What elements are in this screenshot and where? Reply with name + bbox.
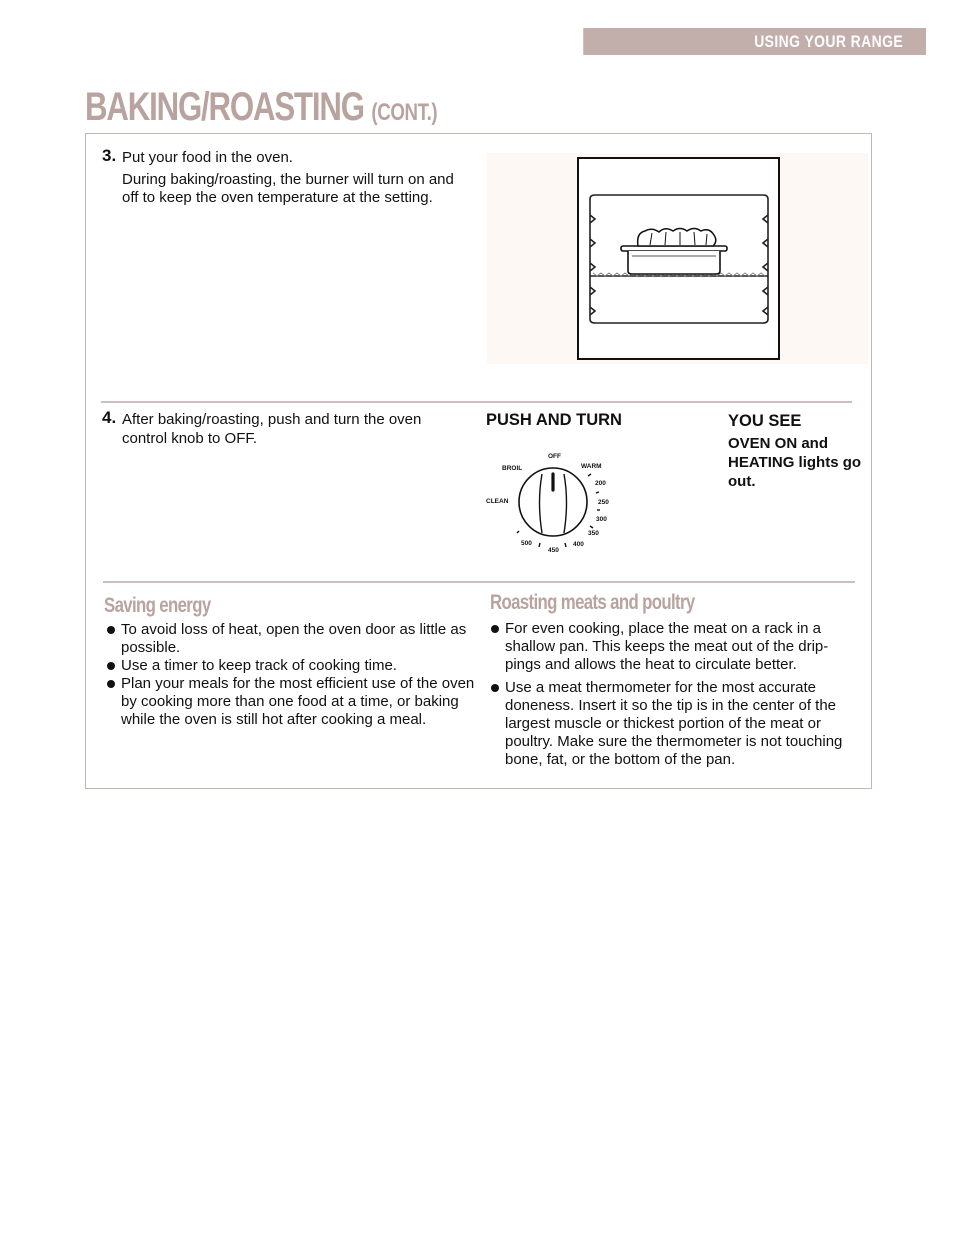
knob-label-clean: CLEAN xyxy=(486,498,509,505)
list-item: Use a meat thermometer for the most accurate doneness. Insert it so the tip is in the center of the largest muscle or thickest portion of the meat or poultry. Make sure the thermometer is not touching bone, fat, or the bottom of the pan. xyxy=(488,679,866,769)
knob-label-450: 450 xyxy=(548,547,559,554)
roasting-list xyxy=(488,620,866,769)
push-and-turn-label: PUSH AND TURN xyxy=(486,411,622,429)
knob-label-250: 250 xyxy=(598,499,609,506)
knob-label-300: 300 xyxy=(596,516,607,523)
step-4-number: 4. xyxy=(102,408,117,427)
step-4 xyxy=(102,408,457,448)
saving-energy-heading: Saving energy xyxy=(104,594,211,617)
roasting-heading: Roasting meats and poultry xyxy=(490,591,695,614)
page-title xyxy=(85,82,437,138)
saving-energy-list xyxy=(104,621,476,729)
list-item: Use a timer to keep track of cooking time. xyxy=(104,657,476,675)
list-item: Plan your meals for the most efficient use of the oven by cooking more than one food at a time, or baking while the oven is still hot after cooking a meal. xyxy=(104,675,476,729)
step-4-text: After baking/roasting, push and turn the oven control knob to OFF. xyxy=(122,411,422,447)
knob-label-200: 200 xyxy=(595,480,606,487)
step-3 xyxy=(102,146,457,208)
knob-label-350: 350 xyxy=(588,530,599,537)
oven-illustration xyxy=(487,153,868,364)
knob-label-broil: BROIL xyxy=(502,465,523,472)
divider-tips xyxy=(103,581,855,583)
divider-steps xyxy=(101,401,852,403)
knob-label-warm: WARM xyxy=(581,463,602,470)
you-see-label: YOU SEE xyxy=(728,412,802,430)
list-item: To avoid loss of heat, open the oven door as little as possible. xyxy=(104,621,476,657)
step-3-number: 3. xyxy=(102,146,117,165)
knob-label-off: OFF xyxy=(548,453,561,460)
page-title-main: BAKING/ROASTING xyxy=(85,85,364,129)
knob-label-500: 500 xyxy=(521,540,532,547)
knob-label-400: 400 xyxy=(573,541,584,548)
section-tab: USING YOUR RANGE xyxy=(583,28,926,55)
step-3-detail: During baking/roasting, the burner will turn on and off to keep the oven temperature at the setting. xyxy=(122,170,454,206)
step-3-text: Put your food in the oven. xyxy=(122,149,293,166)
oven-control-knob xyxy=(484,448,624,560)
you-see-text: OVEN ON and HEATING lights go out. xyxy=(728,435,862,490)
list-item: For even cooking, place the meat on a rack in a shallow pan. This keeps the meat out of the drip- pings and allows the heat to circulate better. xyxy=(488,620,866,674)
page-title-cont: (CONT.) xyxy=(371,99,438,126)
